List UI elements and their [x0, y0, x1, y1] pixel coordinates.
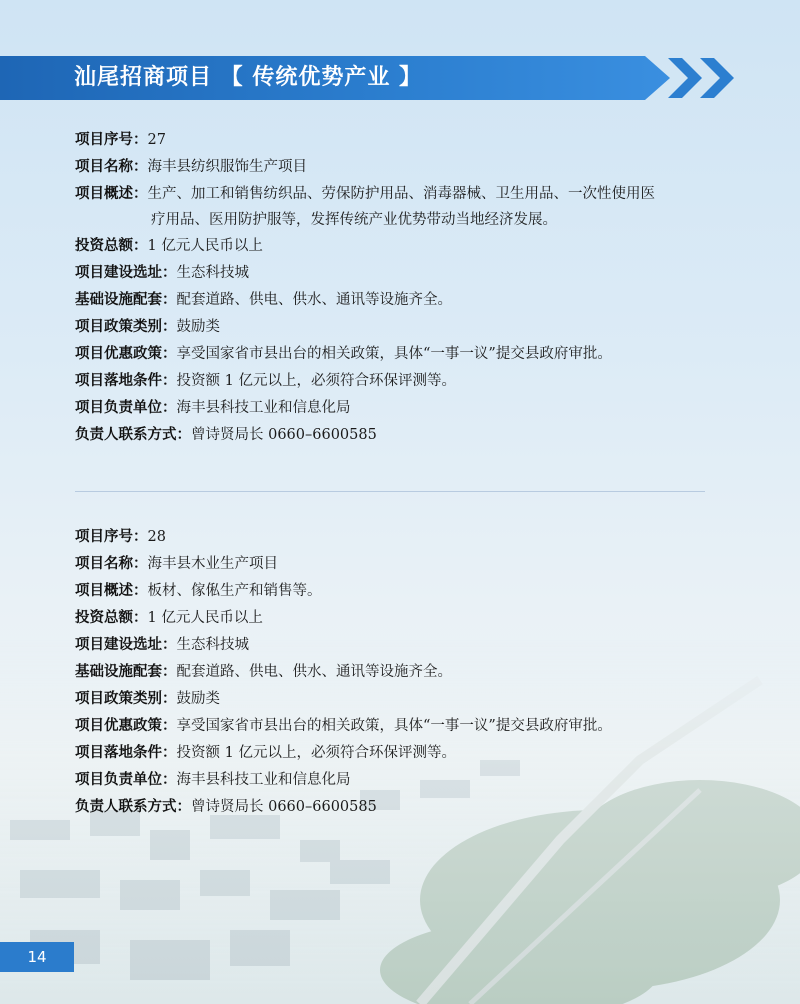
project-number-label: 项目序号：	[75, 132, 148, 148]
responsible-unit-label: 项目负责单位：	[75, 772, 177, 788]
project-name-value: 海丰县木业生产项目	[147, 556, 278, 572]
policy-category-row	[75, 317, 715, 344]
landing-conditions-row	[75, 371, 715, 398]
landing-conditions-value: 投资额 1 亿元以上，必须符合环保评测等。	[176, 745, 456, 761]
contact-value: 曾诗贤局长 0660–6600585	[191, 427, 377, 443]
infrastructure-row	[75, 290, 715, 317]
project-name-row	[75, 157, 715, 184]
contact-value: 曾诗贤局长 0660–6600585	[191, 799, 377, 815]
chevrons-icon	[664, 56, 744, 100]
contact-row	[75, 425, 715, 452]
infrastructure-row	[75, 662, 715, 689]
investment-total-label: 投资总额：	[75, 610, 148, 626]
infrastructure-label: 基础设施配套：	[75, 292, 177, 308]
policy-category-row	[75, 689, 715, 716]
site-location-label: 项目建设选址：	[75, 637, 177, 653]
landing-conditions-row	[75, 743, 715, 770]
preferential-policy-label: 项目优惠政策：	[75, 346, 177, 362]
contact-label: 负责人联系方式：	[75, 799, 191, 815]
policy-category-value: 鼓励类	[176, 319, 220, 335]
landing-conditions-label: 项目落地条件：	[75, 373, 177, 389]
landing-conditions-value: 投资额 1 亿元以上，必须符合环保评测等。	[176, 373, 456, 389]
responsible-unit-value: 海丰县科技工业和信息化局	[176, 772, 351, 788]
investment-total-label: 投资总额：	[75, 238, 148, 254]
responsible-unit-value: 海丰县科技工业和信息化局	[176, 400, 351, 416]
project-overview-label: 项目概述：	[75, 186, 148, 202]
site-location-value: 生态科技城	[176, 265, 249, 281]
project-section-27	[75, 130, 715, 452]
infrastructure-value: 配套道路、供电、供水、通讯等设施齐全。	[176, 292, 452, 308]
site-location-label: 项目建设选址：	[75, 265, 177, 281]
project-overview-row	[75, 184, 715, 236]
site-location-row	[75, 263, 715, 290]
project-name-row	[75, 554, 715, 581]
project-overview-row	[75, 581, 715, 608]
project-number-value: 27	[147, 132, 166, 148]
contact-label: 负责人联系方式：	[75, 427, 191, 443]
investment-total-value: 1 亿元人民币以上	[147, 610, 263, 626]
project-overview-value: 生产、加工和销售纺织品、劳保防护用品、消毒器械、卫生用品、一次性使用医	[147, 186, 655, 202]
project-section-28	[75, 527, 715, 824]
project-overview-label: 项目概述：	[75, 583, 148, 599]
site-location-value: 生态科技城	[176, 637, 249, 653]
project-number-row	[75, 130, 715, 157]
responsible-unit-row	[75, 770, 715, 797]
project-name-label: 项目名称：	[75, 556, 148, 572]
project-number-row	[75, 527, 715, 554]
section-divider	[75, 491, 705, 492]
responsible-unit-row	[75, 398, 715, 425]
responsible-unit-label: 项目负责单位：	[75, 400, 177, 416]
page-title: 汕尾招商项目 【 传统优势产业 】	[74, 65, 422, 90]
project-overview-value: 板材、傢俬生产和销售等。	[147, 583, 322, 599]
infrastructure-label: 基础设施配套：	[75, 664, 177, 680]
policy-category-value: 鼓励类	[176, 691, 220, 707]
project-number-value: 28	[147, 529, 166, 545]
project-name-value: 海丰县纺织服饰生产项目	[147, 159, 307, 175]
investment-total-row	[75, 608, 715, 635]
policy-category-label: 项目政策类别：	[75, 691, 177, 707]
policy-category-label: 项目政策类别：	[75, 319, 177, 335]
project-name-label: 项目名称：	[75, 159, 148, 175]
investment-total-row	[75, 236, 715, 263]
contact-row	[75, 797, 715, 824]
investment-total-value: 1 亿元人民币以上	[147, 238, 263, 254]
page-number: 14	[0, 942, 74, 972]
preferential-policy-label: 项目优惠政策：	[75, 718, 177, 734]
site-location-row	[75, 635, 715, 662]
preferential-policy-value: 享受国家省市县出台的相关政策，具体“一事一议”提交县政府审批。	[176, 718, 612, 734]
landing-conditions-label: 项目落地条件：	[75, 745, 177, 761]
preferential-policy-row	[75, 716, 715, 743]
preferential-policy-row	[75, 344, 715, 371]
project-number-label: 项目序号：	[75, 529, 148, 545]
project-overview-value-cont: 疗用品、医用防护服等，发挥传统产业优势带动当地经济发展。	[151, 212, 557, 228]
infrastructure-value: 配套道路、供电、供水、通讯等设施齐全。	[176, 664, 452, 680]
preferential-policy-value: 享受国家省市县出台的相关政策，具体“一事一议”提交县政府审批。	[176, 346, 612, 362]
